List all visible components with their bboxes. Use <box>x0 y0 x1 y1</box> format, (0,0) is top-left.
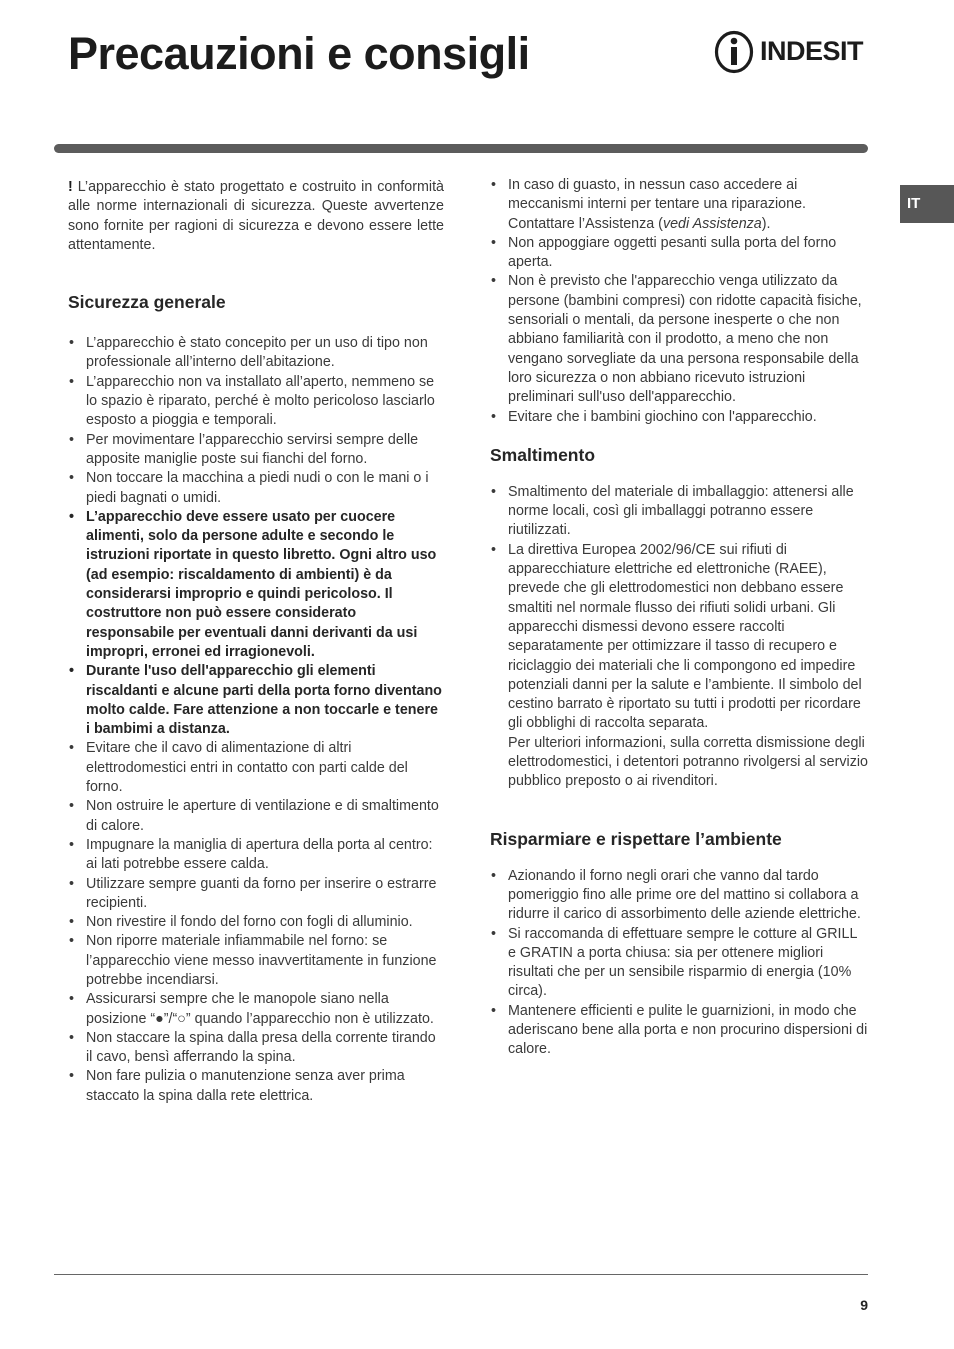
list-item: • Azionando il forno negli orari che vanno dal tardo pomeriggio fino alle prime ore del mattino si collabora a ridurre il carico di assorbimento delle aziende elettriche. <box>490 867 868 925</box>
list-item: • Non è previsto che l'apparecchio venga utilizzato da persone (bambini compresi) con ridotte capacità fisiche, sensoriali o mentali, da persone inesperte o che non abbiano familiarità con il prodotto, a meno che non vengano sorvegliate da una persona responsabile della loro sicurezza o non abbiano ricevuto istruzioni preliminari sull'uso dell'apparecchio. <box>490 272 868 407</box>
list-item-bold: • Durante l'uso dell'apparecchio gli elementi riscaldanti e alcune parti della porta forno diventano molto calde. Fare attenzione a non toccarle e tenere i bambimi a distanza. <box>68 662 444 739</box>
intro-text: L’apparecchio è stato progettato e costruito in conformità alle norme internazionali di sicurezza. Queste avvertenze sono fornite per ragioni di sicurezza e devono essere lette attentamente. <box>68 179 444 253</box>
list-item: • Assicurarsi sempre che le manopole siano nella posizione “●”/“○” quando l’apparecchio non è utilizzato. <box>68 990 444 1029</box>
list-item: • Evitare che il cavo di alimentazione di altri elettrodomestici entri in contatto con parti calde del forno. <box>68 739 444 797</box>
list-item-reference: vedi Assistenza <box>662 215 762 232</box>
indesit-logo-icon <box>714 30 754 74</box>
footer-divider <box>54 1274 868 1275</box>
list-item: • Non toccare la macchina a piedi nudi o con le mani o i piedi bagnati o umidi. <box>68 469 444 508</box>
list-item: • Non appoggiare oggetti pesanti sulla porta del forno aperta. <box>490 234 868 273</box>
language-tab: IT <box>900 185 954 223</box>
list-item: • Non staccare la spina dalla presa della corrente tirando il cavo, bensì afferrando la spina. <box>68 1029 444 1068</box>
list-item: • Non fare pulizia o manutenzione senza aver prima staccato la spina dalla rete elettrica. <box>68 1067 444 1106</box>
sicurezza-list-continued <box>490 176 868 427</box>
list-item-bold: • L’apparecchio deve essere usato per cuocere alimenti, solo da persone adulte e secondo le istruzioni riportate in questo libretto. Ogni altro uso (ad esempio: riscaldamento di ambienti) è da considerarsi improprio e quindi pericoloso. Il costruttore non può essere considerato responsabile per eventuali danni derivanti da usi impropri, erronei ed irragionevoli. <box>68 508 444 662</box>
list-item: • Si raccomanda di effettuare sempre le cotture al GRILL e GRATIN a porta chiusa: sia per ottenere migliori risultati che per un sensibile risparmio di energia (10% circa). <box>490 925 868 1002</box>
list-item: • L’apparecchio è stato concepito per un uso di tipo non professionale all’interno dell’abitazione. <box>68 334 444 373</box>
section-heading-sicurezza: Sicurezza generale <box>68 292 226 313</box>
sicurezza-list <box>68 334 444 1106</box>
header-divider <box>54 144 868 153</box>
right-column <box>490 176 868 1060</box>
list-item: • Mantenere efficienti e pulite le guarnizioni, in modo che aderiscano bene alla porta e non procurino dispersioni di calore. <box>490 1002 868 1060</box>
list-item: • Utilizzare sempre guanti da forno per inserire o estrarre recipienti. <box>68 875 444 914</box>
list-item: • Evitare che i bambini giochino con l'apparecchio. <box>490 408 868 427</box>
page-number: 9 <box>860 1297 868 1313</box>
list-item-text: ). <box>761 215 771 232</box>
warning-mark: ! <box>68 179 73 195</box>
list-item: • La direttiva Europea 2002/96/CE sui rifiuti di apparecchiature elettriche ed elettroniche (RAEE), prevede che gli elettrodomestici non debbano essere smaltiti nel normale flusso dei rifiuti solidi urbani. Gli apparecchi dismessi devono essere raccolti separatamente per ottimizzare il tasso di recupero e riciclaggio dei materiali che li compongono ed impedire potenziali danni per la salute e l’ambiente. Il simbolo del cestino barrato è riportato su tutti i prodotti per ricordare gli obblighi di raccolta separata. <box>490 541 868 734</box>
list-item: • Smaltimento del materiale di imballaggio: attenersi alle norme locali, così gli imballaggi potranno essere riutilizzati. <box>490 483 868 541</box>
risparmio-list <box>490 867 868 1060</box>
page-title: Precauzioni e consigli <box>68 28 530 79</box>
list-item: • Non riporre materiale infiammabile nel forno: se l’apparecchio viene messo inavvertitamente in funzione potrebbe incendiarsi. <box>68 932 444 990</box>
section-heading-risparmio: Risparmiare e rispettare l’ambiente <box>490 828 782 849</box>
list-item: • Non ostruire le aperture di ventilazione e di smaltimento di calore. <box>68 797 444 836</box>
smaltimento-list <box>490 483 868 734</box>
smaltimento-note: Per ulteriori informazioni, sulla corretta dismissione degli elettrodomestici, i detentori potranno rivolgersi al servizio pubblico preposto o ai rivenditori. <box>508 734 868 790</box>
logo-wordmark: INDESIT <box>760 36 864 66</box>
left-column <box>68 176 444 1106</box>
list-item: • Impugnare la maniglia di apertura della porta al centro: ai lati potrebbe essere calda. <box>68 836 444 875</box>
list-item: • L’apparecchio non va installato all’aperto, nemmeno se lo spazio è riparato, perché è molto pericoloso lasciarlo esposto a pioggia e temporali. <box>68 373 444 431</box>
list-item <box>490 176 868 234</box>
indesit-logo <box>714 30 863 76</box>
list-item: • Non rivestire il fondo del forno con fogli di alluminio. <box>68 913 444 932</box>
list-item-text: In caso di guasto, in nessun caso accedere ai meccanismi interni per tentare una riparazione. Contattare l’Assistenza ( <box>508 177 807 232</box>
intro-paragraph <box>68 178 444 255</box>
list-item: • Per movimentare l’apparecchio servirsi sempre delle apposite maniglie poste sui fianchi del forno. <box>68 431 444 470</box>
section-heading-smaltimento: Smaltimento <box>490 444 596 465</box>
